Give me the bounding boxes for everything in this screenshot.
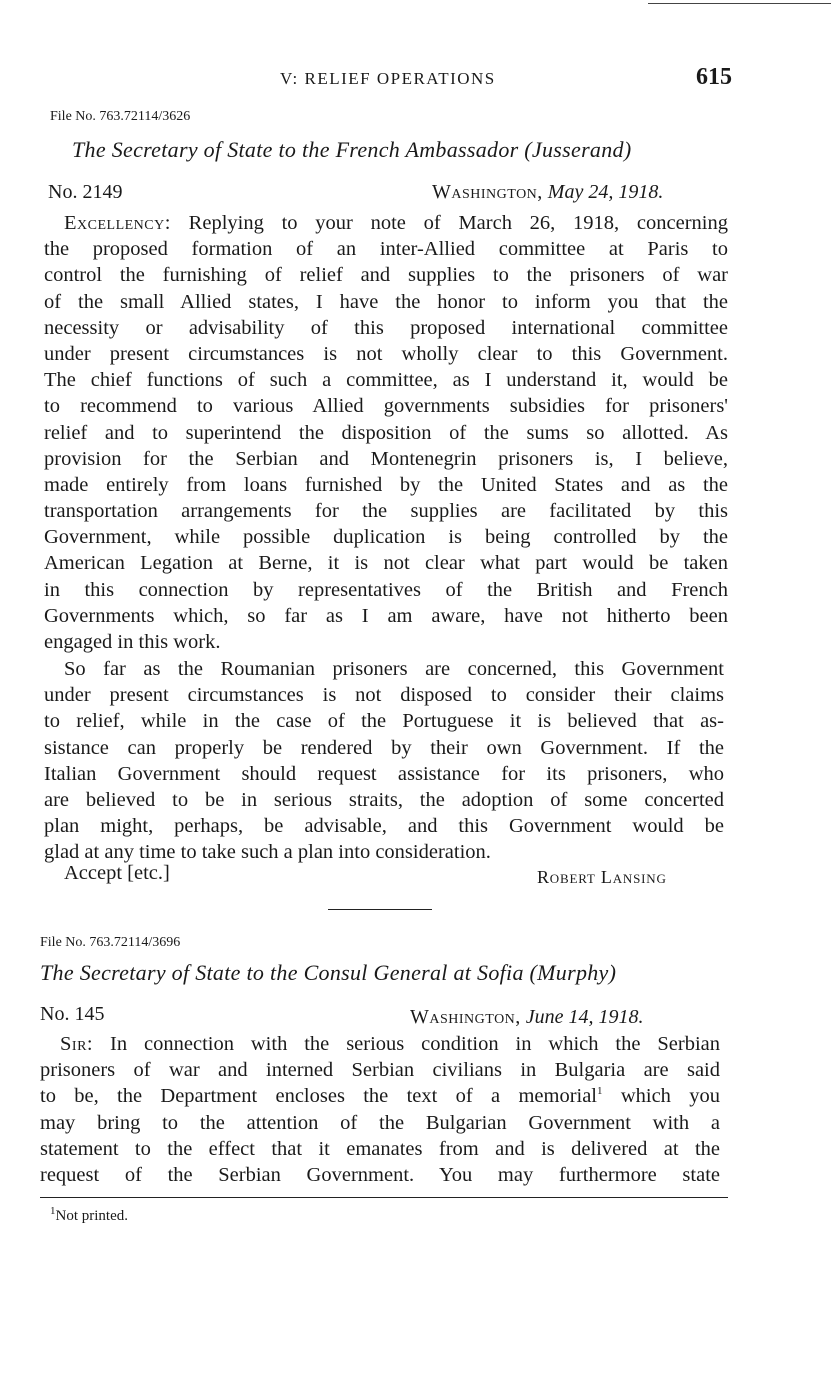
doc1-p1-line: Government, while possible duplication is being controlled by the (44, 526, 728, 549)
doc1-p1-line: provision for the Serbian and Montenegrin prisoners is, I believe, (44, 447, 728, 470)
doc2-paragraph-1 (40, 1031, 720, 1188)
doc2-p1-line: prisoners of war and interned Serbian civilians in Bulgaria are said (40, 1059, 720, 1082)
doc1-title: The Secretary of State to the French Ambassador (Jusserand) (72, 137, 632, 162)
doc1-file-number: File No. 763.72114/3626 (50, 109, 191, 124)
doc1-date: May 24, 1918. (547, 181, 664, 203)
doc1-p1-line: of the small Allied states, I have the honor to inform you that the (44, 290, 728, 313)
doc1-p2-line: sistance can properly be rendered by their own Government. If the (44, 736, 724, 759)
page-number: 615 (696, 64, 732, 90)
doc1-p2-line: plan might, perhaps, be advisable, and this Government would be (44, 815, 724, 838)
doc2-dateline (410, 1006, 644, 1029)
running-head: V: RELIEF OPERATIONS (280, 69, 496, 88)
doc2-p1-line: to be, the Department encloses the text of a memorial$^1$ which you (40, 1085, 720, 1108)
doc1-p1-line: the proposed formation of an inter-Allied committee at Paris to (44, 238, 728, 261)
doc1-signature: Robert Lansing (537, 867, 667, 887)
doc2-number: No. 145 (40, 1003, 105, 1025)
doc1-paragraph-1 (44, 210, 728, 655)
doc2-file-number: File No. 763.72114/3696 (40, 935, 181, 950)
doc1-p2-line: So far as the Roumanian prisoners are concerned, this Government (64, 658, 724, 680)
doc1-salutation: Excellency: (64, 212, 171, 234)
doc1-closing: Accept [etc.] (64, 862, 170, 884)
doc1-p1-line: American Legation at Berne, it is not clear what part would be taken (44, 552, 728, 575)
doc2-p1-line: request of the Serbian Government. You may furthermore state (40, 1163, 720, 1186)
doc1-p1-line: The chief functions of such a committee, as I understand it, would be (44, 369, 728, 392)
footnote (50, 1205, 128, 1225)
doc1-p1-line: necessity or advisability of this proposed international committee (44, 316, 728, 339)
doc2-p1-line: may bring to the attention of the Bulgarian Government with a (40, 1111, 720, 1134)
doc1-dateline (432, 181, 663, 204)
doc1-p1-line: to recommend to various Allied governments subsidies for prisoners' (44, 395, 728, 418)
doc2-p1-line: statement to the effect that it emanates from and is delivered at the (40, 1137, 720, 1160)
doc1-p2-line: to relief, while in the case of the Portuguese it is believed that as- (44, 710, 724, 733)
section-separator (328, 909, 432, 910)
doc1-p2-line: are believed to be in serious straits, the adoption of some concerted (44, 788, 724, 811)
doc1-p1-line: transportation arrangements for the supplies are facilitated by this (44, 500, 728, 523)
doc1-p1-line: control the furnishing of relief and supplies to the prisoners of war (44, 264, 728, 287)
doc1-place: Washington, (432, 181, 543, 203)
doc1-p1-line: engaged in this work. (44, 631, 221, 653)
doc2-title: The Secretary of State to the Consul General at Sofia (Murphy) (40, 960, 617, 985)
doc1-number: No. 2149 (48, 181, 123, 203)
doc1-p2-line: Italian Government should request assistance for its prisoners, who (44, 762, 724, 785)
doc1-p1-line: Governments which, so far as I am aware, have not hitherto been (44, 604, 728, 627)
doc2-place: Washington, (410, 1006, 521, 1028)
doc1-p1-line: in this connection by representatives of the British and French (44, 578, 728, 601)
doc1-p2-line: glad at any time to take such a plan into consideration. (44, 841, 491, 864)
footnote-reference: 1 (597, 1085, 603, 1098)
doc1-p2-line: under present circumstances is not disposed to consider their claims (44, 684, 724, 707)
footnote-text: Not printed. (55, 1208, 128, 1224)
doc1-p1-line: made entirely from loans furnished by the United States and as the (44, 473, 728, 496)
footnote-marker: 1 (50, 1205, 56, 1217)
doc2-date: June 14, 1918. (525, 1006, 644, 1028)
doc1-p1-line: relief and to superintend the disposition of the sums so allotted. As (44, 421, 728, 444)
top-edge-rule (648, 3, 831, 4)
doc1-paragraph-2 (44, 656, 724, 866)
footnote-rule (40, 1197, 728, 1198)
doc1-p1-line: under present circumstances is not wholly clear to this Government. (44, 342, 728, 365)
page-header (40, 64, 732, 94)
doc2-salutation: Sir: (60, 1033, 94, 1055)
doc2-p1-line: Sir: In connection with the serious condition in which the Serbian (60, 1033, 720, 1055)
doc1-p1-line: Excellency: Replying to your note of March 26, 1918, concerning (64, 212, 728, 234)
